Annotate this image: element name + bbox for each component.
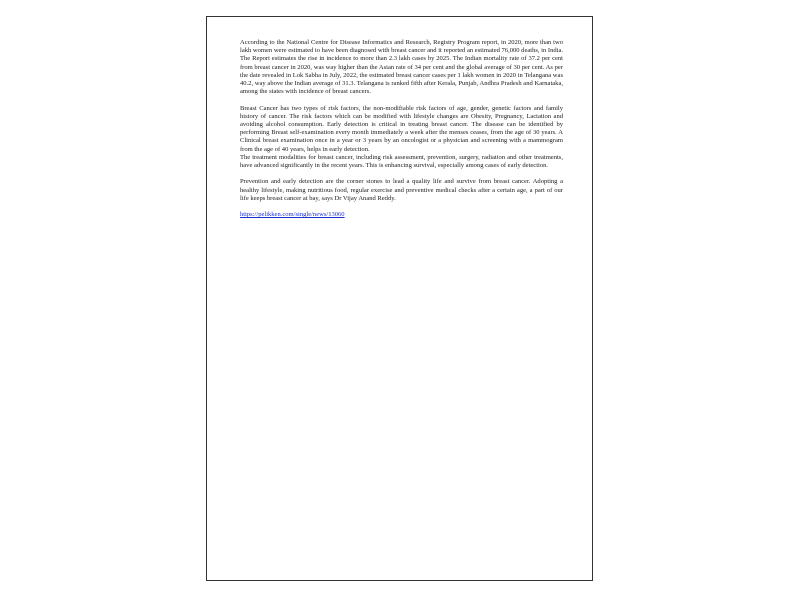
paragraph-prevention: Prevention and early detection are the corner stones to lead a quality life and survive from breast cancer. Adopting a healthy lifestyle, making nutritious food, regular exercise and preventive medical checks after a certain age, a part of our life keeps breast cancer at bay, says Dr Vijay Anand Reddy. xyxy=(240,178,563,202)
document-body xyxy=(240,39,563,219)
paragraph-statistics: According to the National Centre for Disease Informatics and Research, Registry Program report, in 2020, more than two lakh women were estimated to have been diagnosed with breast cancer and it reported an estimated 76,000 deaths, in India. The Report estimates the rise in incidence to more than 2.3 lakh cases by 2025. The Indian mortality rate of 37.2 per cent from breast cancer in 2020, was way higher than the Asian rate of 34 per cent and the global average of 30 per cent. As per the date revealed in Lok Sabha in July, 2022, the estimated breast cancer cases per 1 lakh women in 2020 in Telangana was 40.2, way above the Indian average of 31.3. Telangana is ranked fifth after Kerala, Punjab, Andhra Pradesh and Karnataka, among the states with incidence of breast cancers. xyxy=(240,39,563,96)
source-link[interactable]: https://pelikken.com/single/news/13060 xyxy=(240,211,345,219)
paragraph-risk-factors: Breast Cancer has two types of risk factors, the non-modifiable risk factors of age, gender, genetic factors and family history of cancer. The risk factors which can be modified with lifestyle changes are Obesity, Pregnancy, Lactation and avoiding alcohol consumption. Early detection is critical in treating breast cancer. The disease can be identified by performing Breast self-examination every month immediately a week after the menses ceases, from the age of 30 years. A Clinical breast examination once in a year or 3 years by an oncologist or a physician and screening with a mammogram from the age of 40 years, helps in early detection. xyxy=(240,104,563,153)
paragraph-spacer xyxy=(240,170,563,178)
paragraph-treatment: The treatment modalities for breast cancer, including risk assessment, prevention, surgery, radiation and other treatments, have advanced significantly in the recent years. This is enhancing survival, especially among cases of early detection. xyxy=(240,153,563,170)
link-paragraph xyxy=(240,211,563,219)
document-page xyxy=(206,16,593,581)
paragraph-spacer xyxy=(240,203,563,211)
paragraph-spacer xyxy=(240,96,563,104)
